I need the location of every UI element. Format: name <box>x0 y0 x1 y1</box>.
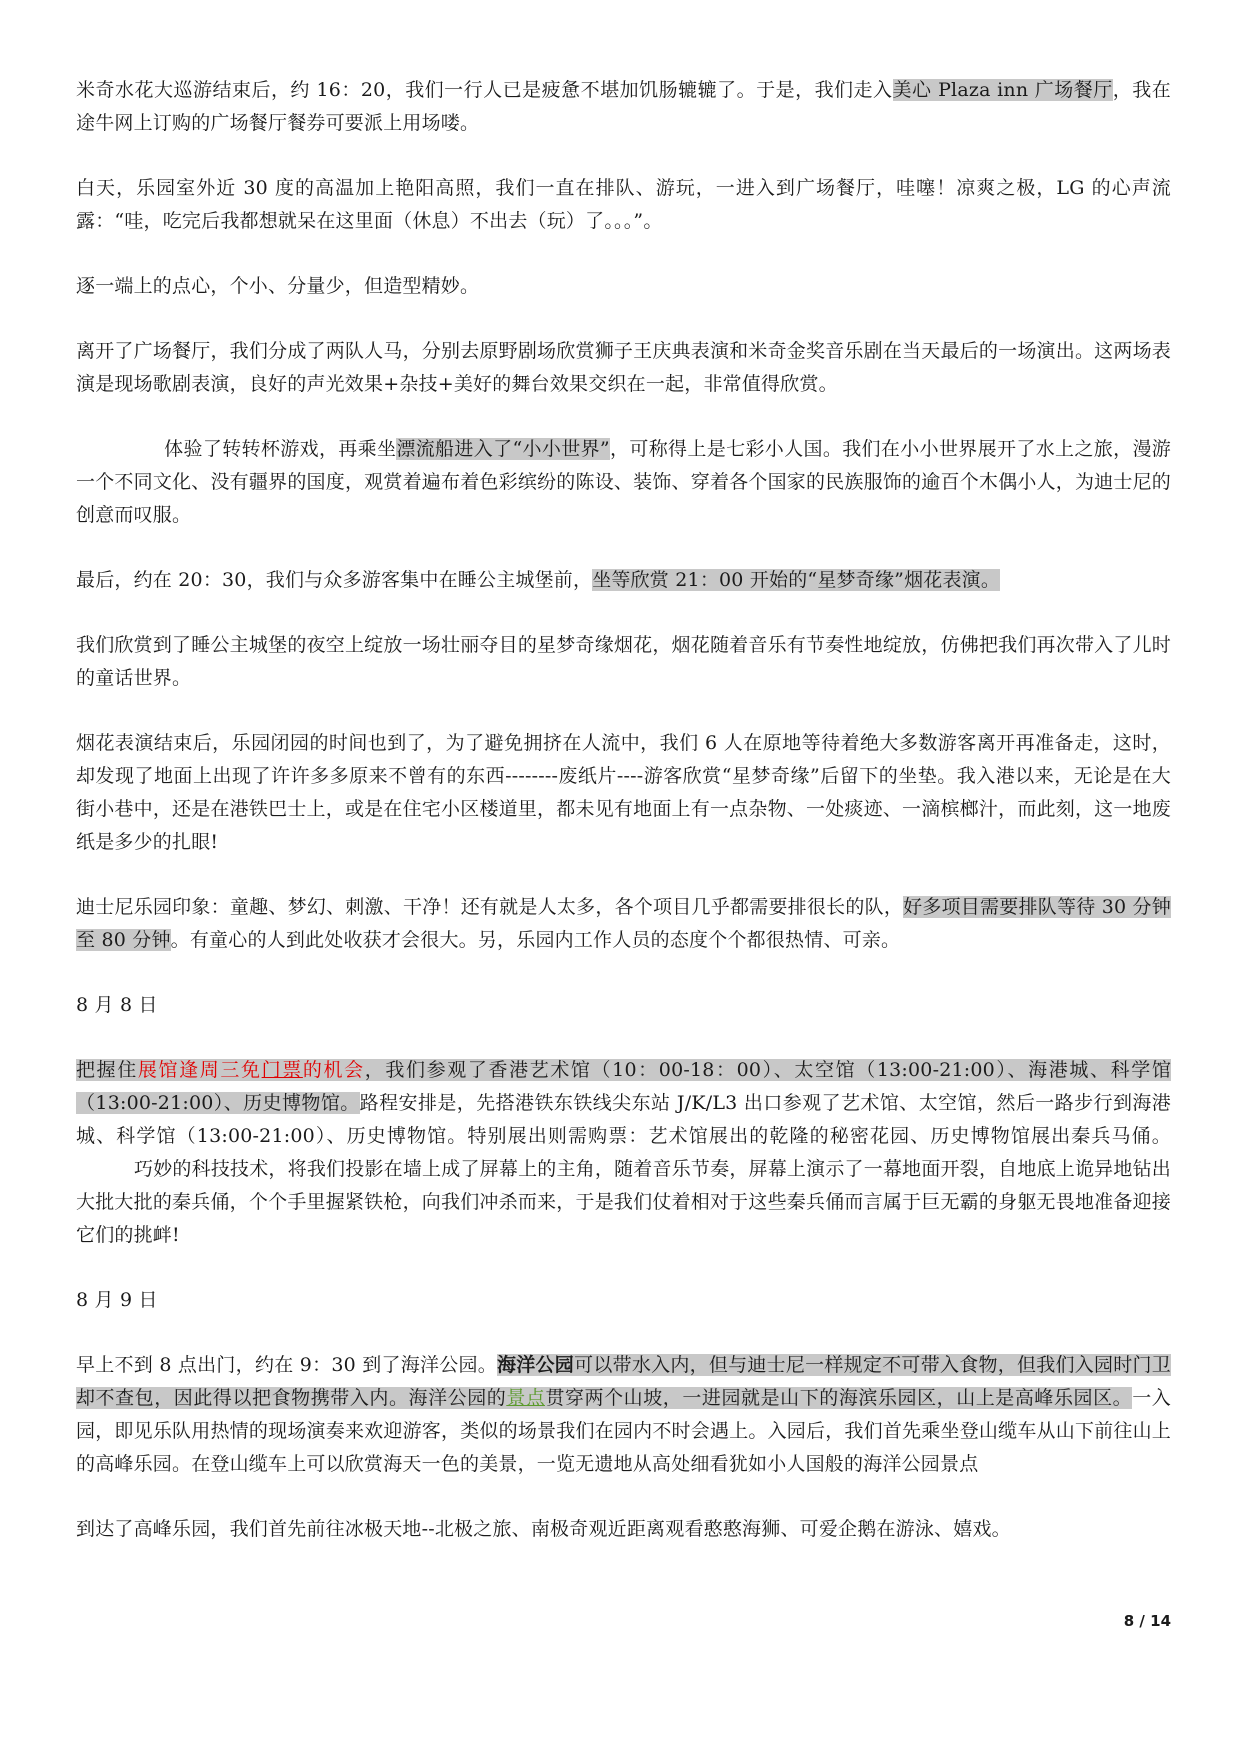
paragraph-11: 早上不到 8 点出门，约在 9：30 到了海洋公园。海洋公园可以带水入内，但与迪士尼一样规定不可带入食物，但我们入园时门卫却不查包，因此得以把食物携带入内。海洋公园的景点贯穿两个山坡，一进园就是山下的海滨乐园区，山上是高峰乐园区。一入园，即见乐队用热情的现场演奏来欢迎游客，类似的场景我们在园内不时会遇上。入园后，我们首先乘坐登山缆车从山下前往山上的高峰乐园。在登山缆车上可以欣赏海天一色的美景，一览无遗地从高处细看犹如小人国般的海洋公园景点 <box>76 1354 1171 1475</box>
highlight-restaurant: 美心 Plaza inn 广场餐厅 <box>892 79 1113 101</box>
highlight-small-world: 漂流船进入了“小小世界” <box>396 438 610 460</box>
date-heading-aug-9: 8 月 9 日 <box>76 1289 158 1311</box>
date-heading-aug-8: 8 月 8 日 <box>76 994 158 1016</box>
highlight-museums: ，我们参观了香港艺术馆（10：00-18：00）、太空馆（13:00-21:00）、海港城、科学馆（13:00-21:00）、历史博物馆。 <box>76 1059 1172 1114</box>
paragraph-1: 米奇水花大巡游结束后，约 16：20，我们一行人已是疲惫不堪加饥肠辘辘了。于是，我们走入美心 Plaza inn 广场餐厅，我在途牛网上订购的广场餐厅餐券可要派上用场喽。 <box>76 79 1171 134</box>
paragraph-5: 体验了转转杯游戏，再乘坐漂流船进入了“小小世界”，可称得上是七彩小人国。我们在小小世界展开了水上之旅，漫游一个不同文化、没有疆界的国度，观赏着遍布着色彩缤纷的陈设、装饰、穿着各个国家的民族服饰的逾百个木偶小人，为迪士尼的创意而叹服。 <box>76 438 1171 526</box>
link-attractions[interactable]: 景点 <box>506 1387 546 1409</box>
highlight-fireworks: 坐等欣赏 21：00 开始的“星梦奇缘”烟花表演。 <box>592 569 1001 591</box>
highlight-wait-time: 好多项目需要排队等待 30 分钟至 80 分钟 <box>76 896 1171 951</box>
paragraph-4: 离开了广场餐厅，我们分成了两队人马，分别去原野剧场欣赏狮子王庆典表演和米奇金奖音乐剧在当天最后的一场演出。这两场表演是现场歌剧表演，良好的声光效果+杂技+美好的舞台效果交织在一起，非常值得欣赏。 <box>76 340 1171 395</box>
page-number: 8 / 14 <box>1123 1612 1171 1630</box>
paragraph-12: 到达了高峰乐园，我们首先前往冰极天地--北极之旅、南极奇观近距离观看憨憨海狮、可爱企鹅在游泳、嬉戏。 <box>76 1518 1011 1540</box>
paragraph-7: 我们欣赏到了睡公主城堡的夜空上绽放一场壮丽夺目的星梦奇缘烟花，烟花随着音乐有节奏性地绽放，仿佛把我们再次带入了儿时的童话世界。 <box>76 634 1171 689</box>
paragraph-6: 最后，约在 20：30，我们与众多游客集中在睡公主城堡前，坐等欣赏 21：00 开始的“星梦奇缘”烟花表演。 <box>76 569 1001 591</box>
paragraph-8: 烟花表演结束后，乐园闭园的时间也到了，为了避免拥挤在人流中，我们 6 人在原地等待着绝大多数游客离开再准备走，这时，却发现了地面上出现了许许多多原来不曾有的东西--------废纸片----游客欣赏“星梦奇缘”后留下的坐垫。我入港以来，无论是在大街小巷中，还是在港铁巴士上，或是在住宅小区楼道里，都未见有地面上有一点杂物、一处痰迹、一滴槟榔汁，而此刻，这一地废纸是多少的扎眼! <box>76 732 1171 853</box>
link-tickets[interactable]: 门票 <box>261 1059 303 1081</box>
highlight-park-areas: 一进园就是山下的海滨乐园区，山上是高峰乐园区。 <box>682 1387 1133 1409</box>
highlight-ocean-park: 海洋公园 <box>497 1354 575 1376</box>
paragraph-3: 逐一端上的点心，个小、分量少，但造型精妙。 <box>76 275 480 297</box>
paragraph-9: 迪士尼乐园印象：童趣、梦幻、刺激、干净！还有就是人太多，各个项目几乎都需要排很长的队，好多项目需要排队等待 30 分钟至 80 分钟。有童心的人到此处收获才会很大。另，乐园内工作人员的态度个个都很热情、可亲。 <box>76 896 1171 951</box>
document-body <box>76 74 1171 1578</box>
paragraph-10: 把握住展馆逢周三免门票的机会，我们参观了香港艺术馆（10：00-18：00）、太空馆（13:00-21:00）、海港城、科学馆（13:00-21:00）、历史博物馆。路程安排是，先搭港铁东铁线尖东站 J/K/L3 出口参观了艺术馆、太空馆，然后一路步行到海港城、科学馆（13:00-21:00）、历史博物馆。特别展出则需购票：艺术馆展出的乾隆的秘密花园、历史博物馆展出秦兵马俑。巧妙的科技技术，将我们投影在墙上成了屏幕上的主角，随着音乐节奏，屏幕上演示了一幕地面开裂，自地底上诡异地钻出大批大批的秦兵俑，个个手里握紧铁枪，向我们冲杀而来，于是我们仗着相对于这些秦兵俑而言属于巨无霸的身躯无畏地准备迎接它们的挑衅! <box>76 1059 1172 1246</box>
paragraph-2: 白天，乐园室外近 30 度的高温加上艳阳高照，我们一直在排队、游玩，一进入到广场餐厅，哇噻！凉爽之极，LG 的心声流露：“哇，吃完后我都想就呆在这里面（休息）不出去（玩）了。。。”。 <box>76 177 1171 232</box>
